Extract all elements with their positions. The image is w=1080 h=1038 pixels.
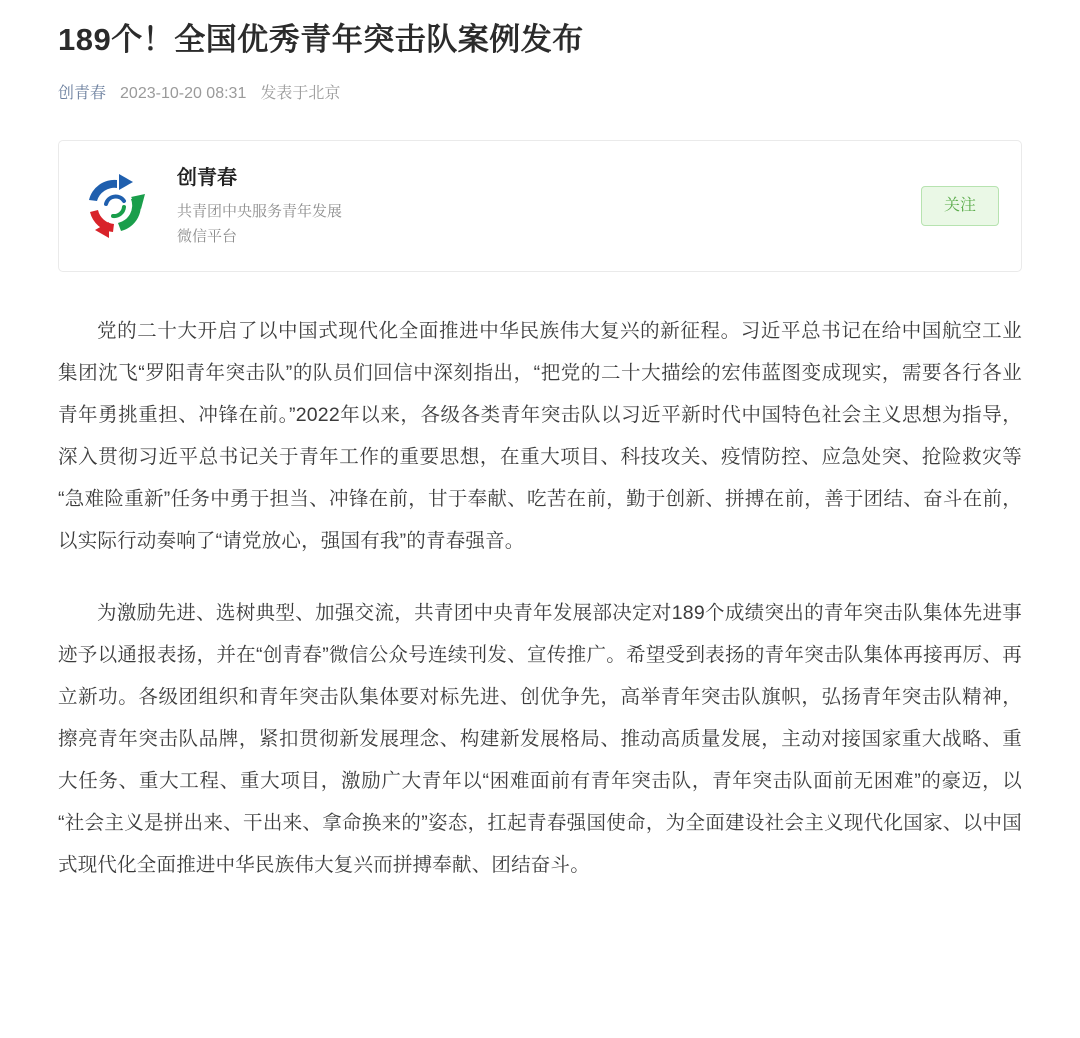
account-texts: [177, 163, 342, 249]
page-title: 189个！全国优秀青年突击队案例发布: [58, 22, 584, 57]
article-paragraph: 党的二十大开启了以中国式现代化全面推进中华民族伟大复兴的新征程。习近平总书记在给中国航空工业集团沈飞“罗阳青年突击队”的队员们回信中深刻指出，“把党的二十大描绘的宏伟蓝图变成现实，需要各行各业青年勇挑重担、冲锋在前。”2022年以来，各级各类青年突击队以习近平新时代中国特色社会主义思想为指导，深入贯彻习近平总书记关于青年工作的重要思想，在重大项目、科技攻关、疫情防控、应急处突、抢险救灾等“急难险重新”任务中勇于担当、冲锋在前，甘于奉献、吃苦在前，勤于创新、拼搏在前，善于团结、奋斗在前，以实际行动奏响了“请党放心，强国有我”的青春强音。: [58, 320, 1022, 552]
article-meta: [58, 82, 1022, 106]
meta-datetime: 2023-10-20 08:31: [120, 85, 247, 102]
account-name: 创青春: [177, 167, 237, 189]
meta-author-link[interactable]: 创青春: [58, 85, 107, 102]
account-card-info: [79, 163, 921, 249]
account-desc-line-2: 微信平台: [177, 228, 238, 245]
meta-location: 发表于北京: [260, 85, 341, 102]
article-paragraph: 为激励先进、选树典型、加强交流，共青团中央青年发展部决定对189个成绩突出的青年突击队集体先进事迹予以通报表扬，并在“创青春”微信公众号连续刊发、宣传推广。希望受到表扬的青年突击队集体再接再厉、再立新功。各级团组织和青年突击队集体要对标先进、创优争先，高举青年突击队旗帜，弘扬青年突击队精神，擦亮青年突击队品牌，紧扣贯彻新发展理念、构建新发展格局、推动高质量发展，主动对接国家重大战略、重大任务、重大工程、重大项目，激励广大青年以“困难面前有青年突击队，青年突击队面前无困难”的豪迈，以“社会主义是拼出来、干出来、拿命换来的”姿态，扛起青春强国使命，为全面建设社会主义现代化国家、以中国式现代化全面推进中华民族伟大复兴而拼搏奉献、团结奋斗。: [58, 602, 1022, 876]
account-desc-line-1: 共青团中央服务青年发展: [177, 203, 343, 220]
follow-button[interactable]: 关注: [921, 186, 999, 226]
account-card[interactable]: [58, 140, 1022, 272]
article-body: [58, 310, 1022, 886]
recycle-arrows-logo-icon: [79, 170, 151, 242]
